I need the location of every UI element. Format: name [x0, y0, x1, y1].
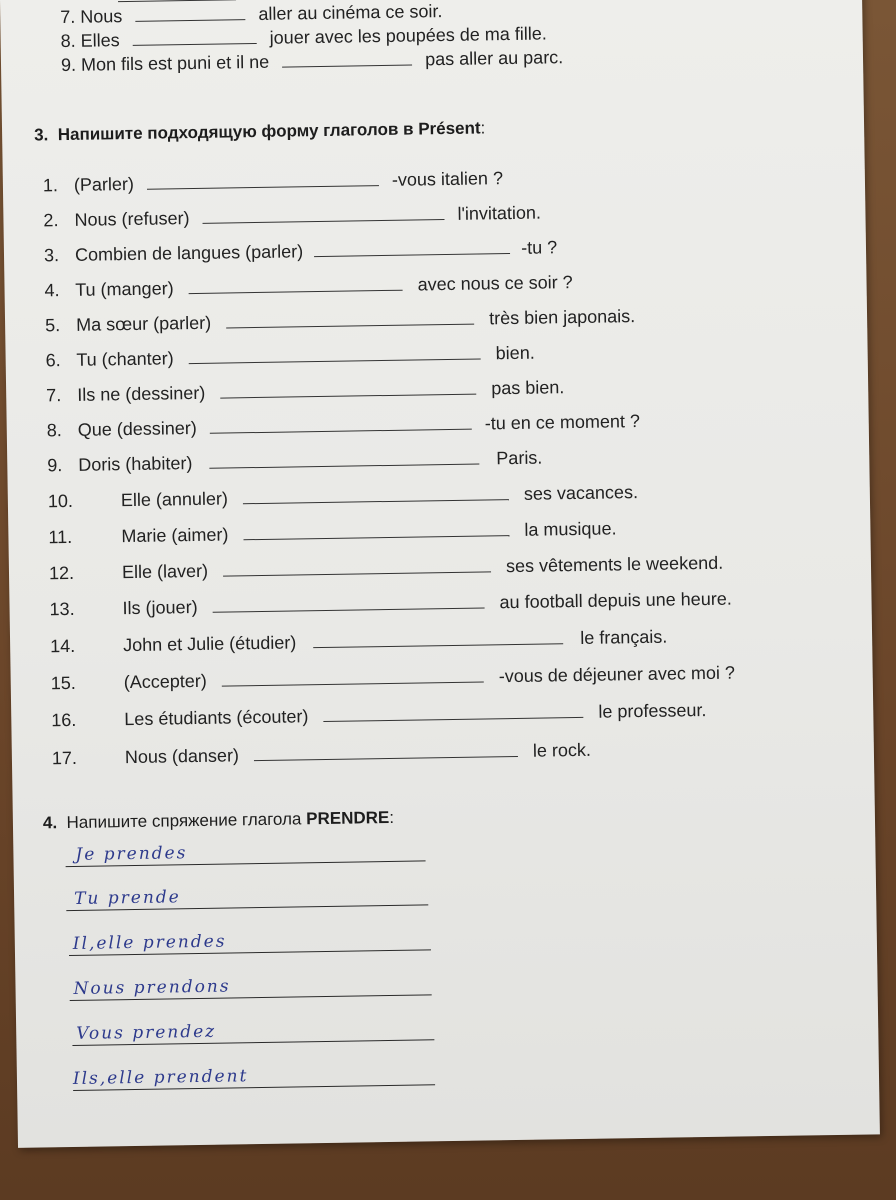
item-continuation: le rock.: [532, 739, 592, 761]
item-prompt: Combien de langues (parler): [74, 241, 304, 265]
item-number: 1.: [42, 175, 59, 196]
exercise-item-4: [44, 272, 572, 301]
answer-blank[interactable]: [147, 184, 379, 190]
item-continuation: très bien japonais.: [488, 306, 636, 329]
exercise-item-16: [51, 700, 706, 731]
exercise-item-2: [43, 203, 541, 232]
section-number: 4.: [42, 813, 58, 833]
item-number: 10.: [47, 490, 74, 512]
answer-blank[interactable]: [244, 534, 510, 540]
item-continuation: avec nous ce soir ?: [417, 272, 573, 295]
exercise-item-6: [46, 343, 535, 372]
exercise-item-3: [44, 237, 557, 266]
exercise-item-7: [46, 377, 564, 406]
item-continuation: pas bien.: [491, 377, 565, 399]
section-3-title: [34, 118, 486, 145]
item-number: 6.: [45, 350, 61, 371]
item-continuation: aller au cinéma ce soir.: [258, 1, 443, 24]
item-prompt: Que (dessiner): [77, 417, 197, 440]
answer-blank[interactable]: [223, 570, 491, 576]
item-continuation: -vous de déjeuner avec moi ?: [498, 662, 736, 687]
section-tense: Présent: [418, 118, 481, 139]
item-continuation: -vous italien ?: [391, 168, 504, 190]
handwritten-answer-1[interactable]: Je prendes: [75, 843, 188, 865]
answer-blank[interactable]: [254, 755, 518, 761]
section-instruction: Напишите подходящую форму глаголов в: [57, 119, 414, 145]
item-continuation: -tu ?: [520, 237, 558, 258]
item-continuation: l'invitation.: [457, 202, 542, 224]
exercise-item-15: [51, 663, 735, 695]
prev-item-7: [60, 1, 442, 28]
item-number: 7.: [46, 385, 62, 406]
item-prompt: Elles: [80, 30, 120, 51]
handwritten-answer-3[interactable]: Il,elle prendes: [72, 931, 227, 954]
item-prompt: Ils ne (dessiner): [77, 382, 206, 405]
item-prompt: Marie (aimer): [121, 524, 229, 547]
item-prompt: Tu (chanter): [76, 348, 174, 370]
answer-blank[interactable]: [189, 289, 403, 294]
exercise-item-11: [48, 518, 616, 548]
item-number: 2.: [43, 210, 59, 231]
answer-blank[interactable]: [133, 42, 257, 46]
item-number: 12.: [48, 562, 75, 584]
handwritten-answer-5[interactable]: Vous prendez: [76, 1021, 217, 1044]
section-verb: PRENDRE: [306, 807, 390, 829]
item-number: 9.: [47, 455, 63, 476]
item-prompt: Elle (annuler): [120, 488, 229, 511]
exercise-item-5: [45, 306, 635, 336]
section-4-title: [43, 808, 394, 834]
item-number: 13.: [49, 598, 75, 620]
exercise-item-17: [52, 740, 591, 769]
answer-blank[interactable]: [203, 218, 445, 224]
answer-blank[interactable]: [213, 606, 485, 612]
answer-blank[interactable]: [222, 680, 484, 686]
cut-off-answer-blank: [118, 0, 236, 2]
item-prompt: (Parler): [73, 173, 135, 195]
exercise-item-8: [47, 411, 640, 441]
section-instruction: Напишите спряжение глагола: [66, 809, 302, 833]
item-continuation: ses vacances.: [523, 482, 639, 504]
item-continuation: bien.: [495, 342, 535, 364]
section-colon: :: [389, 807, 395, 827]
item-prompt: Nous (danser): [124, 745, 240, 768]
item-number: 17.: [51, 747, 78, 769]
handwritten-answer-4[interactable]: Nous prendons: [73, 976, 231, 999]
item-prompt: Tu (manger): [75, 278, 174, 300]
exercise-item-14: [50, 627, 667, 658]
item-number: 9.: [60, 54, 77, 76]
item-number: 5.: [44, 315, 61, 336]
item-prompt: Nous: [80, 6, 123, 27]
item-number: 16.: [51, 709, 77, 731]
exercise-item-12: [49, 553, 723, 585]
answer-blank[interactable]: [313, 642, 563, 648]
prev-item-9: [61, 47, 564, 76]
section-number: 3.: [33, 125, 49, 145]
answer-blank[interactable]: [135, 18, 245, 22]
answer-blank[interactable]: [220, 393, 476, 399]
item-number: 11.: [48, 526, 73, 548]
handwritten-answer-6[interactable]: Ils,elle prendent: [72, 1066, 249, 1089]
item-number: 8.: [60, 30, 76, 52]
item-continuation: -tu en ce moment ?: [484, 411, 641, 434]
section-colon: :: [480, 118, 486, 138]
item-prompt: John et Julie (étudier): [123, 632, 297, 656]
answer-blank[interactable]: [209, 463, 479, 469]
item-continuation: pas aller au parc.: [424, 47, 564, 70]
item-continuation: le français.: [580, 626, 668, 648]
item-continuation: jouer avec les poupées de ma fille.: [269, 23, 547, 48]
item-number: 7.: [60, 6, 76, 28]
exercise-item-9: [47, 448, 542, 477]
item-prompt: Nous (refuser): [74, 208, 190, 230]
answer-blank[interactable]: [323, 716, 583, 722]
item-continuation: au football depuis une heure.: [499, 588, 732, 613]
item-number: 15.: [50, 672, 76, 694]
item-continuation: le professeur.: [598, 699, 707, 722]
item-continuation: Paris.: [496, 447, 543, 469]
item-prompt: Ils (jouer): [122, 596, 198, 619]
item-prompt: (Accepter): [123, 670, 207, 693]
item-prompt: Mon fils est puni et il ne: [80, 51, 270, 75]
item-prompt: Elle (laver): [121, 560, 209, 583]
item-number: 4.: [44, 280, 60, 301]
exercise-item-1: [43, 168, 503, 196]
exercise-item-13: [49, 589, 731, 621]
answer-blank[interactable]: [226, 323, 474, 329]
answer-blank[interactable]: [314, 252, 510, 257]
answer-blank[interactable]: [189, 357, 481, 364]
item-prompt: Doris (habiter): [78, 453, 193, 475]
exercise-item-10: [48, 482, 638, 512]
item-number: 14.: [50, 635, 76, 657]
answer-blank[interactable]: [210, 428, 472, 434]
handwritten-answer-2[interactable]: Tu prende: [73, 887, 181, 909]
answer-blank[interactable]: [243, 498, 509, 504]
item-continuation: la musique.: [524, 518, 617, 540]
item-prompt: Les étudiants (écouter): [124, 706, 309, 730]
item-continuation: ses vêtements le weekend.: [505, 552, 724, 577]
item-prompt: Ma sœur (parler): [75, 312, 212, 335]
item-number: 8.: [46, 420, 62, 441]
answer-blank[interactable]: [282, 64, 412, 68]
item-number: 3.: [43, 245, 60, 266]
